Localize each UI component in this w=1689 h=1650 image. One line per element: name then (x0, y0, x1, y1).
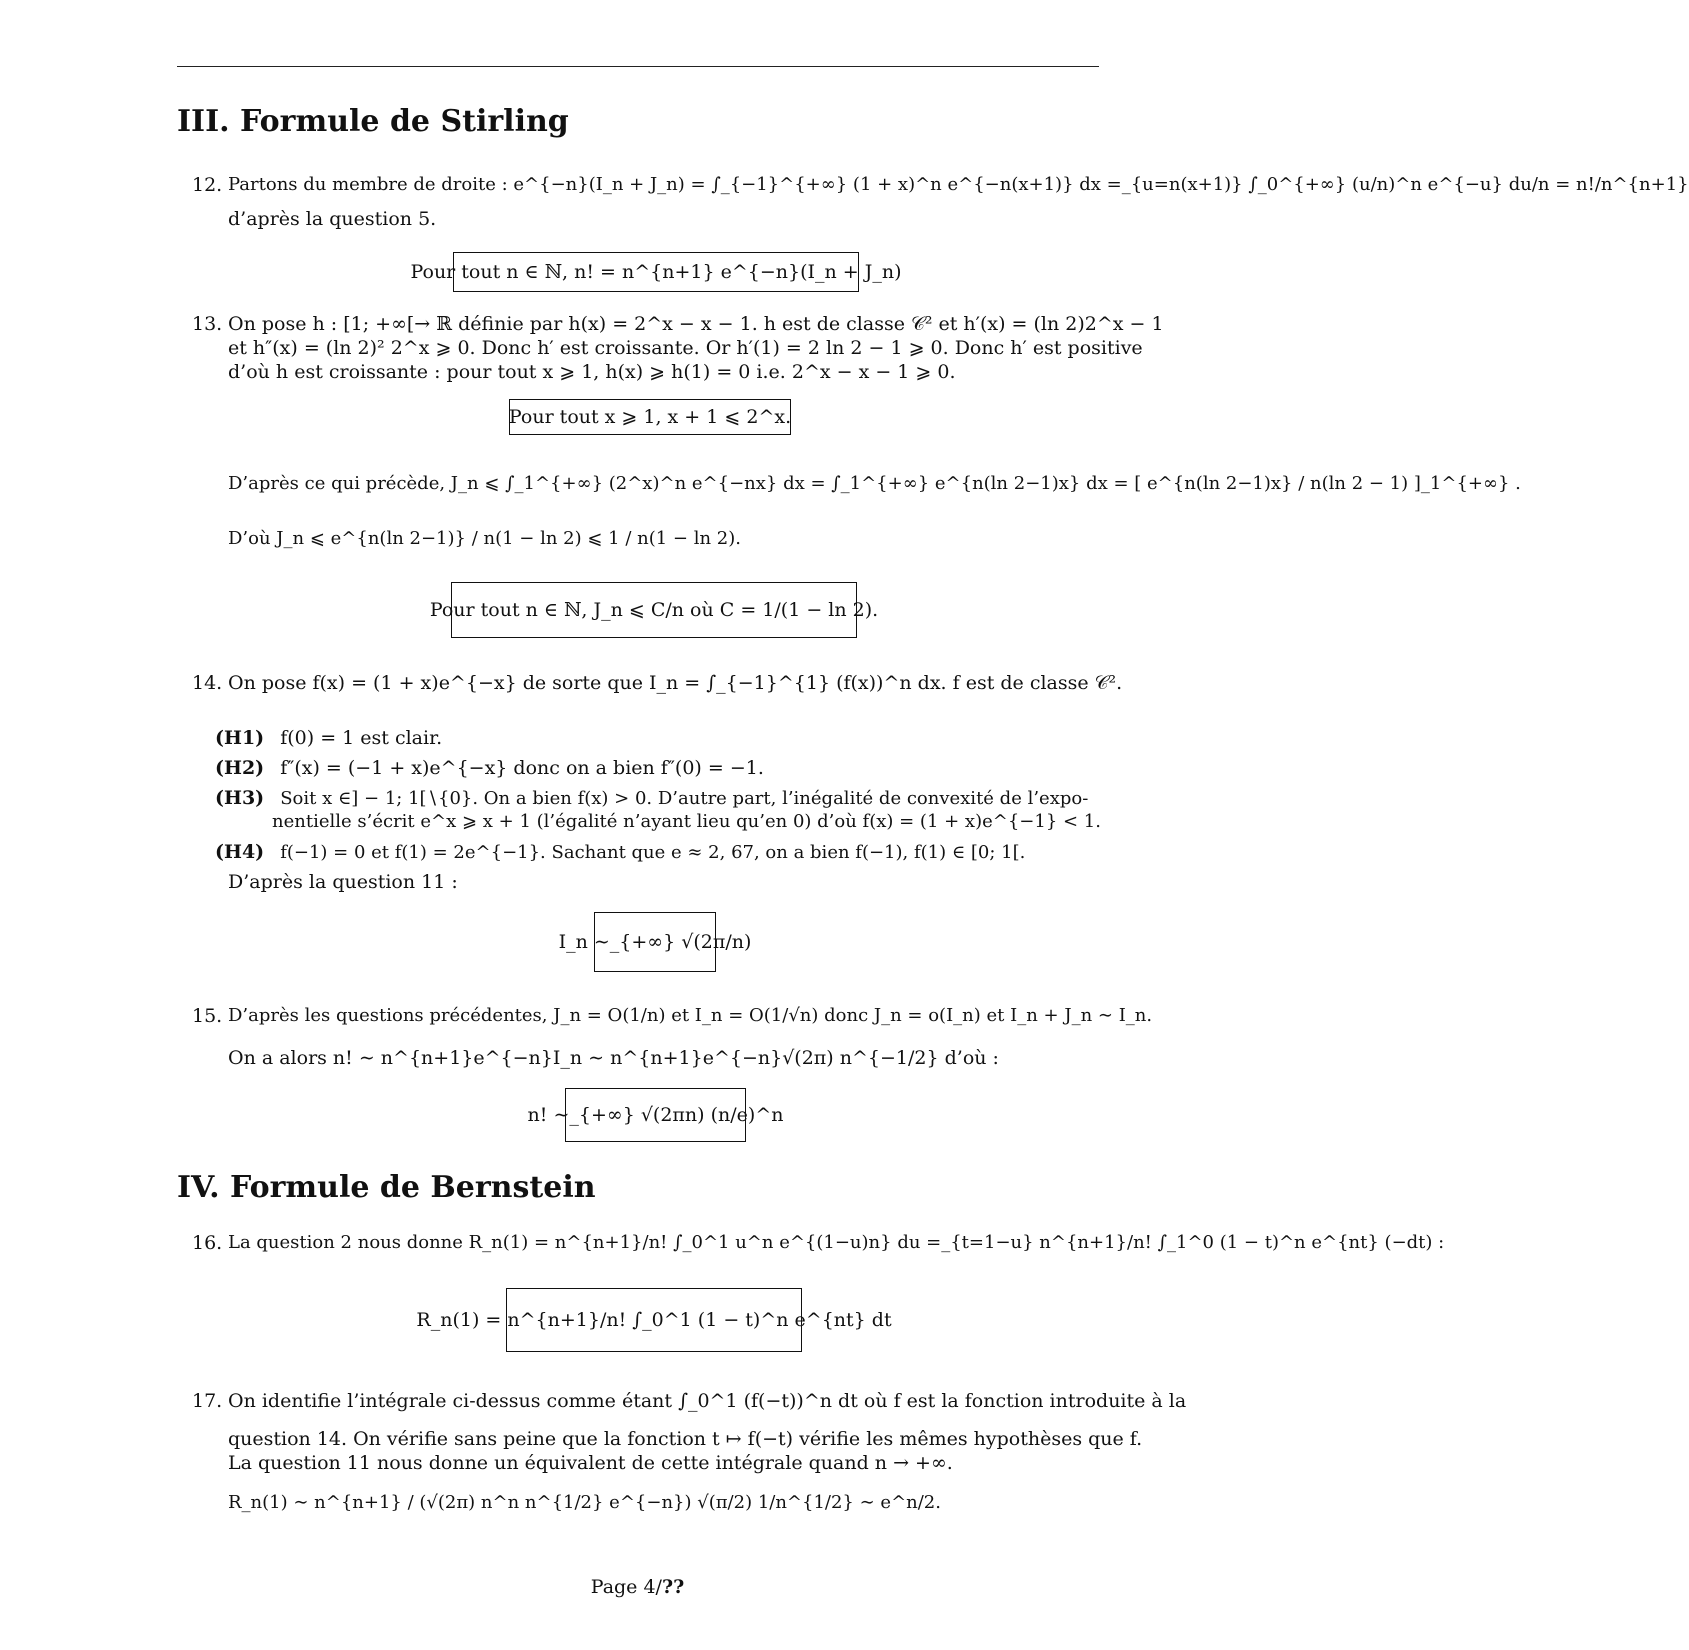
h3-label: (H3) (215, 787, 265, 809)
q16-line-1: La question 2 nous donne R_n(1) = n^{n+1}/n! ∫_0^1 u^n e^{(1−u)n} du =_{t=1−u} n^{n+1}/n! ∫_1^0 (1 − t)^n e^{nt} (−dt) : (228, 1232, 1445, 1253)
q13-result-1: Pour tout x ⩾ 1, x + 1 ⩽ 2^x. (508, 406, 792, 428)
q17-line-1: On identifie l’intégrale ci-dessus comme étant ∫_0^1 (f(−t))^n dt où f est la fonction introduite à la (228, 1390, 1187, 1412)
q13-line-5: D’où J_n ⩽ e^{n(ln 2−1)} / n(1 − ln 2) ⩽ 1 / n(1 − ln 2). (228, 528, 741, 549)
h4-label: (H4) (215, 841, 265, 863)
h2-label: (H2) (215, 757, 265, 779)
h2-text: f″(x) = (−1 + x)e^{−x} donc on a bien f″(0) = −1. (280, 757, 764, 779)
q13-line-2: et h″(x) = (ln 2)² 2^x ⩾ 0. Donc h′ est croissante. Or h′(1) = 2 ln 2 − 1 ⩾ 0. Donc h′ est positive (228, 337, 1143, 359)
q13-result-box-2 (429, 582, 879, 638)
q14-result: I_n ∼_{+∞} √(2π/n) (558, 931, 752, 953)
q14-h3 (215, 787, 1088, 809)
q13-line-3: d’où h est croissante : pour tout x ⩾ 1, h(x) ⩾ h(1) = 0 i.e. 2^x − x − 1 ⩾ 0. (228, 361, 956, 383)
section-title-stirling: III. Formule de Stirling (177, 104, 569, 139)
q13-result-box-1 (509, 399, 791, 435)
page-number-prefix: Page 4/ (590, 1576, 662, 1598)
h3-text-b: nentielle s’écrit e^x ⩾ x + 1 (l’égalité n’ayant lieu qu’en 0) d’où f(x) = (1 + x)e^{−1} < 1. (272, 811, 1101, 832)
q16-result-box (416, 1288, 892, 1352)
h4-text: f(−1) = 0 et f(1) = 2e^{−1}. Sachant que e ≈ 2, 67, on a bien f(−1), f(1) ∈ [0; 1[. (280, 842, 1026, 863)
q14-line-after: D’après la question 11 : (228, 871, 458, 893)
q14-h1 (215, 727, 442, 749)
q13-line-1: On pose h : [1; +∞[→ ℝ définie par h(x) = 2^x − x − 1. h est de classe 𝒞² et h′(x) = (ln 2)2^x − 1 (228, 313, 1164, 335)
q12-line-1: Partons du membre de droite : e^{−n}(I_n + J_n) = ∫_{−1}^{+∞} (1 + x)^n e^{−n(x+1)} dx =_{u=n(x+1)} ∫_0^{+∞} (u/n)^n e^{−u} du/n = n!/n^{n+1} (228, 174, 1689, 195)
q12-line-2: d’après la question 5. (228, 208, 437, 230)
question-number-12: 12. (192, 174, 223, 196)
question-number-13: 13. (192, 313, 223, 335)
q12-result: Pour tout n ∈ ℕ, n! = n^{n+1} e^{−n}(I_n + J_n) (410, 261, 902, 283)
page-footer (0, 1576, 1275, 1598)
q13-result-2: Pour tout n ∈ ℕ, J_n ⩽ C/n où C = 1/(1 − ln 2). (429, 599, 879, 621)
q15-result-box (527, 1088, 784, 1142)
q14-h4 (215, 841, 1025, 863)
question-number-17: 17. (192, 1390, 223, 1412)
q15-line-1: D’après les questions précédentes, J_n = O(1/n) et I_n = O(1/√n) donc J_n = o(I_n) et I_n + J_n ∼ I_n. (228, 1005, 1153, 1026)
q14-result-box (558, 912, 752, 972)
q17-line-2: question 14. On vérifie sans peine que la fonction t ↦ f(−t) vérifie les mêmes hypothèses que f. (228, 1428, 1143, 1450)
section-title-bernstein: IV. Formule de Bernstein (177, 1170, 596, 1205)
q17-line-3: La question 11 nous donne un équivalent de cette intégrale quand n → +∞. (228, 1452, 953, 1474)
q12-result-box (410, 252, 902, 292)
h1-text: f(0) = 1 est clair. (280, 727, 443, 749)
q17-line-4: R_n(1) ∼ n^{n+1} / (√(2π) n^n n^{1/2} e^{−n}) √(π/2) 1/n^{1/2} ∼ e^n/2. (228, 1492, 941, 1513)
h3-text-a: Soit x ∈] − 1; 1[∖{0}. On a bien f(x) > 0. D’autre part, l’inégalité de convexité de l’expo- (280, 788, 1089, 809)
q13-line-4: D’après ce qui précède, J_n ⩽ ∫_1^{+∞} (2^x)^n e^{−nx} dx = ∫_1^{+∞} e^{n(ln 2−1)x} dx = [ e^{n(ln 2−1)x} / n(ln 2 − 1) ]_1^{+∞} . (228, 473, 1521, 494)
q14-line-1: On pose f(x) = (1 + x)e^{−x} de sorte que I_n = ∫_{−1}^{1} (f(x))^n dx. f est de classe 𝒞². (228, 672, 1123, 694)
question-number-16: 16. (192, 1232, 223, 1254)
h1-label: (H1) (215, 727, 265, 749)
q16-result: R_n(1) = n^{n+1}/n! ∫_0^1 (1 − t)^n e^{nt} dt (416, 1309, 892, 1331)
page-number-total: ?? (661, 1576, 685, 1598)
q15-result: n! ∼_{+∞} √(2πn) (n/e)^n (527, 1104, 784, 1126)
question-number-15: 15. (192, 1005, 223, 1027)
q14-h2 (215, 757, 764, 779)
question-number-14: 14. (192, 672, 223, 694)
top-rule (177, 66, 1099, 67)
q15-line-2: On a alors n! ∼ n^{n+1}e^{−n}I_n ∼ n^{n+1}e^{−n}√(2π) n^{−1/2} d’où : (228, 1047, 999, 1069)
